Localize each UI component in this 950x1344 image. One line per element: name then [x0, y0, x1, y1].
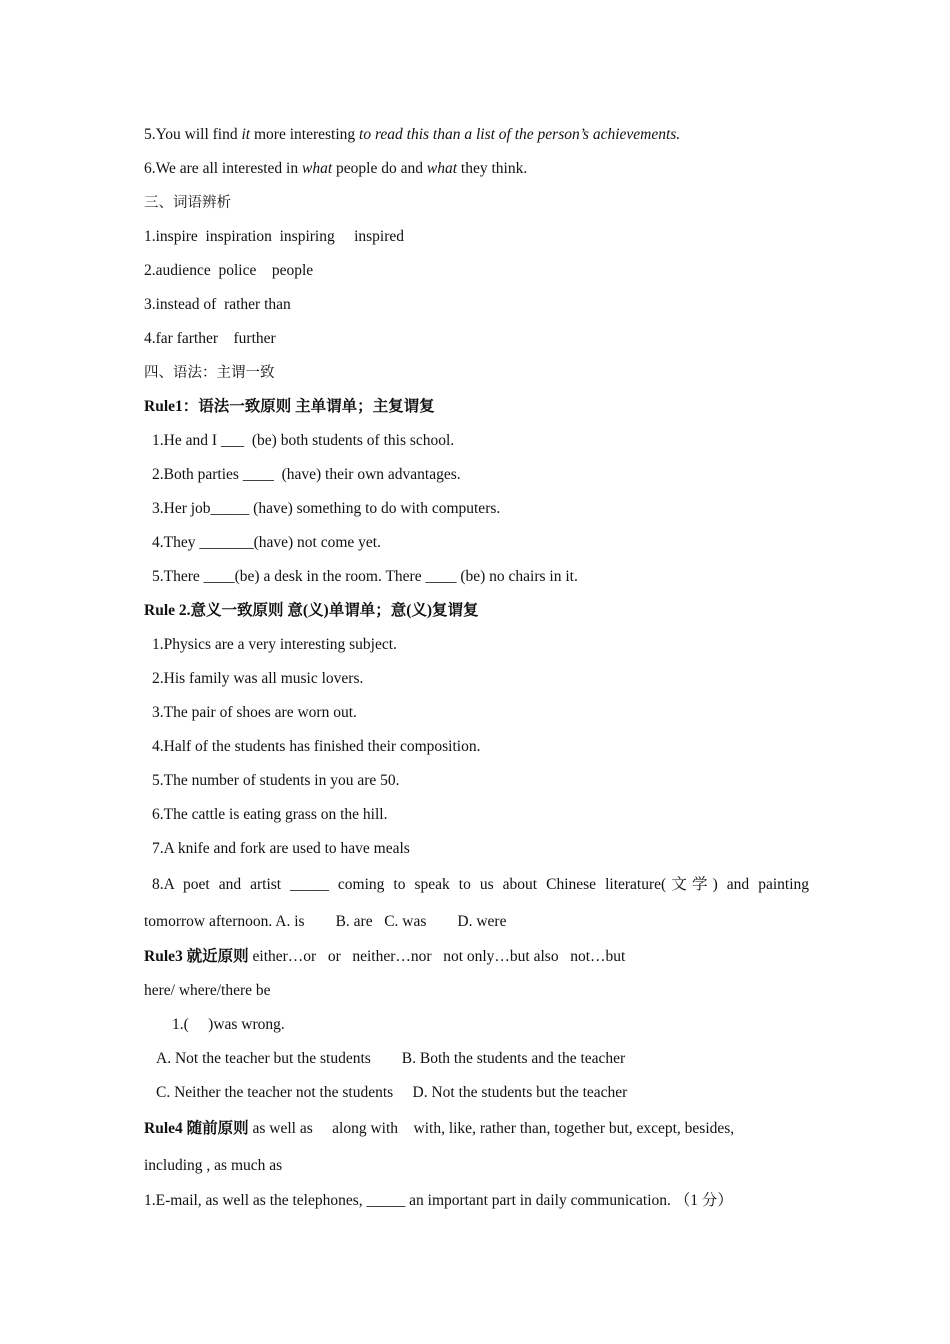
rule1-item-1: 1.He and I ___ (be) both students of this school. — [152, 432, 455, 449]
rule4-heading: Rule4 随前原则 — [144, 1120, 249, 1137]
document-page — [144, 118, 809, 1218]
rule2-item-2: 2.His family was all music lovers. — [152, 670, 364, 687]
rule3-options-row-2: C. Neither the teacher not the students D. Not the students but the teacher — [156, 1084, 628, 1101]
rule2-heading: Rule 2.意义一致原则 意(义)单谓单；意(义)复谓复 — [144, 602, 479, 619]
rule3-question-1: 1.( )was wrong. — [172, 1016, 285, 1033]
italic-run: what — [302, 160, 333, 177]
rule1-item-3: 3.Her job_____ (have) something to do with computers. — [152, 500, 501, 517]
rule4-question-1: 1.E-mail, as well as the telephones, _____ an important part in daily communication. （1 分） — [144, 1192, 733, 1209]
italic-run: to read this than a list of the person’s achievements. — [359, 126, 681, 143]
text-run: 6.We are all interested in — [144, 160, 302, 177]
italic-run: it — [241, 126, 251, 143]
rule2-item-6: 6.The cattle is eating grass on the hill. — [152, 806, 388, 823]
text-run: people do and — [332, 160, 427, 177]
sentence-item-6 — [144, 152, 809, 186]
rule1-item-4: 4.They _______(have) not come yet. — [152, 534, 381, 551]
rule3-text-2: here/ where/there be — [144, 982, 271, 999]
text-run: more interesting — [250, 126, 360, 143]
rule4-text: as well as along with with, like, rather than, together but, except, besides, — [248, 1120, 735, 1137]
rule4-line — [144, 1110, 809, 1147]
rule3-heading: Rule3 就近原则 — [144, 948, 249, 965]
rule1-heading: Rule1：语法一致原则 主单谓单；主复谓复 — [144, 398, 435, 415]
word-group-3: 3.instead of rather than — [144, 296, 291, 313]
rule3-line — [144, 940, 809, 974]
word-group-2: 2.audience police people — [144, 262, 314, 279]
text-run: 5.You will find — [144, 126, 242, 143]
section-heading-grammar: 四、语法：主谓一致 — [144, 365, 275, 381]
word-group-4: 4.far farther further — [144, 330, 276, 347]
sentence-item-5 — [144, 118, 809, 152]
rule2-item-5: 5.The number of students in you are 50. — [152, 772, 400, 789]
rule2-item-8-line1: 8.A poet and artist _____ coming to speak to us about Chinese literature(文学) and painting — [152, 876, 809, 893]
rule2-item-8-line2: tomorrow afternoon. A. is B. are C. was D. were — [144, 913, 507, 930]
italic-run: what — [426, 160, 458, 177]
section-heading-word-analysis: 三、词语辨析 — [144, 195, 231, 211]
rule2-item-7: 7.A knife and fork are used to have meals — [152, 840, 410, 857]
text-run: they think. — [457, 160, 528, 177]
rule1-item-5: 5.There ____(be) a desk in the room. There ____ (be) no chairs in it. — [152, 568, 578, 585]
word-group-1: 1.inspire inspiration inspiring inspired — [144, 228, 405, 245]
rule1-item-2: 2.Both parties ____ (have) their own advantages. — [152, 466, 461, 483]
rule2-item-3: 3.The pair of shoes are worn out. — [152, 704, 357, 721]
rule4-text-2: including , as much as — [144, 1157, 283, 1174]
rule2-item-1: 1.Physics are a very interesting subject. — [152, 636, 397, 653]
rule3-text: either…or or neither…nor not only…but also not…but — [248, 948, 626, 965]
rule3-options-row-1: A. Not the teacher but the students B. Both the students and the teacher — [156, 1050, 626, 1067]
rule2-item-4: 4.Half of the students has finished their composition. — [152, 738, 481, 755]
